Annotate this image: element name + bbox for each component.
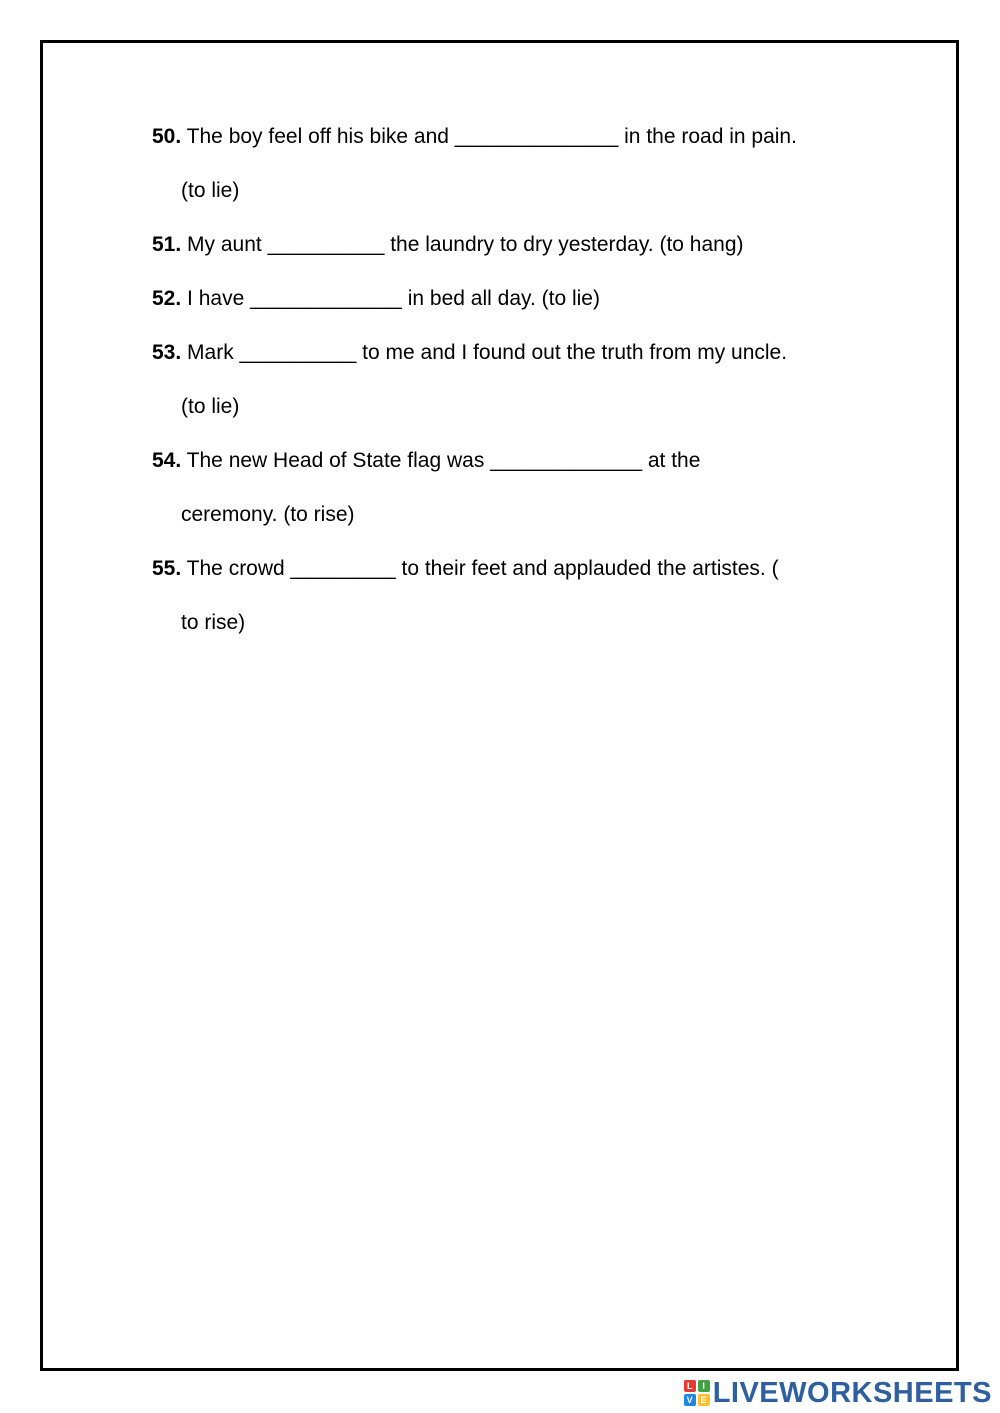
question-number: 52. (152, 287, 182, 310)
question-54-continuation: ceremony. (to rise) (181, 503, 355, 526)
question-number: 53. (152, 341, 182, 364)
question-52 (152, 272, 892, 326)
question-number: 51. (152, 233, 182, 256)
logo-tile-i: I (698, 1380, 710, 1392)
question-text: Mark __________ to me and I found out the truth from my uncle. (187, 341, 788, 364)
questions-list (152, 110, 892, 650)
question-text: I have _____________ in bed all day. (to lie) (187, 287, 600, 310)
question-number: 55. (152, 557, 182, 580)
question-54 (152, 434, 892, 488)
logo-tile-e: E (698, 1394, 710, 1406)
question-text: The new Head of State flag was _____________ at the (186, 449, 701, 472)
logo-tile-v: V (684, 1394, 696, 1406)
question-51 (152, 218, 892, 272)
liveworksheets-logo-icon (684, 1380, 710, 1406)
question-number: 54. (152, 449, 182, 472)
question-50-hint: (to lie) (181, 179, 240, 202)
logo-text: LIVEWORKSHEETS (712, 1376, 992, 1409)
logo-tile-l: L (684, 1380, 696, 1392)
question-55-continuation: to rise) (181, 611, 246, 634)
question-50 (152, 110, 892, 164)
question-53 (152, 326, 892, 380)
liveworksheets-logo (684, 1377, 992, 1409)
question-text: My aunt __________ the laundry to dry yesterday. (to hang) (187, 233, 744, 256)
question-text: The boy feel off his bike and ______________ in the road in pain. (186, 125, 797, 148)
question-number: 50. (152, 125, 182, 148)
question-55 (152, 542, 892, 596)
question-text: The crowd _________ to their feet and applauded the artistes. ( (186, 557, 779, 580)
question-53-hint: (to lie) (181, 395, 240, 418)
